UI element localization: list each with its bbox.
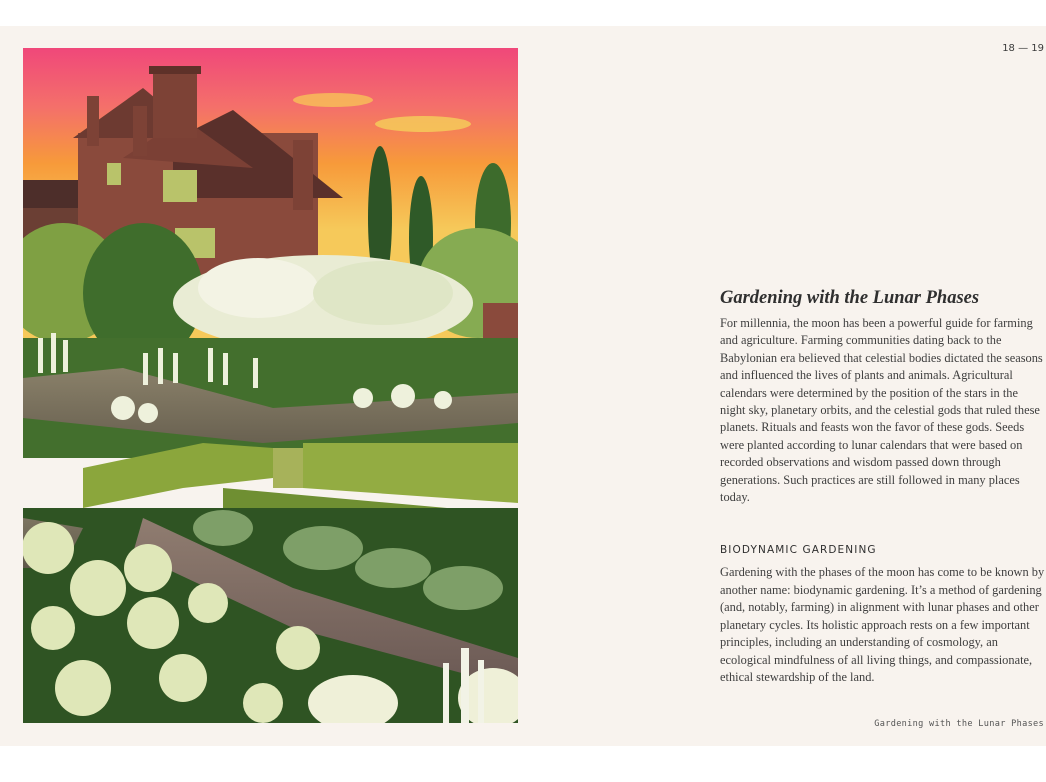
section-paragraph: Gardening with the phases of the moon has come to be known by another name: biodynamic gardening. It’s a method of gardening (and, notably, farming) in alignment with lunar phases and other planetary cycles. Its holistic approach rests on a few important principles, including an understanding of cosmology, an ecological mindfulness of all living things, and compassionate, ethical stewardship of the land. [720,565,1045,684]
article-text [720,288,1046,686]
section-heading: BIODYNAMIC GARDENING [720,544,877,557]
blossom-tree [198,258,318,318]
topiary-hedge [303,443,518,503]
running-footer: Gardening with the Lunar Phases [874,719,1044,729]
blossom-tree [313,261,453,325]
intro-paragraph: For millennia, the moon has been a powerful guide for farming and agriculture. Farming communities dating back to the Babylonian era believed that celestial bodies dictated the seasons and influenced the lives of plants and animals. Agricultural calendars were determined by the position of the stars in the night sky, planetary orbits, and the celestial gods that ruled these planets. Rituals and feasts won the favor of these gods. Seeds were planted according to lunar calendars that were based on recorded observations and wisdom passed down through generations. Such practices are still followed in many places today. [720,316,1043,505]
page-number: 18 — 19 [1002,43,1044,54]
garden-illustration [23,48,518,723]
article-title: Gardening with the Lunar Phases [720,288,980,308]
book-spread [0,26,1046,746]
cloud [375,116,471,132]
cloud [293,93,373,107]
